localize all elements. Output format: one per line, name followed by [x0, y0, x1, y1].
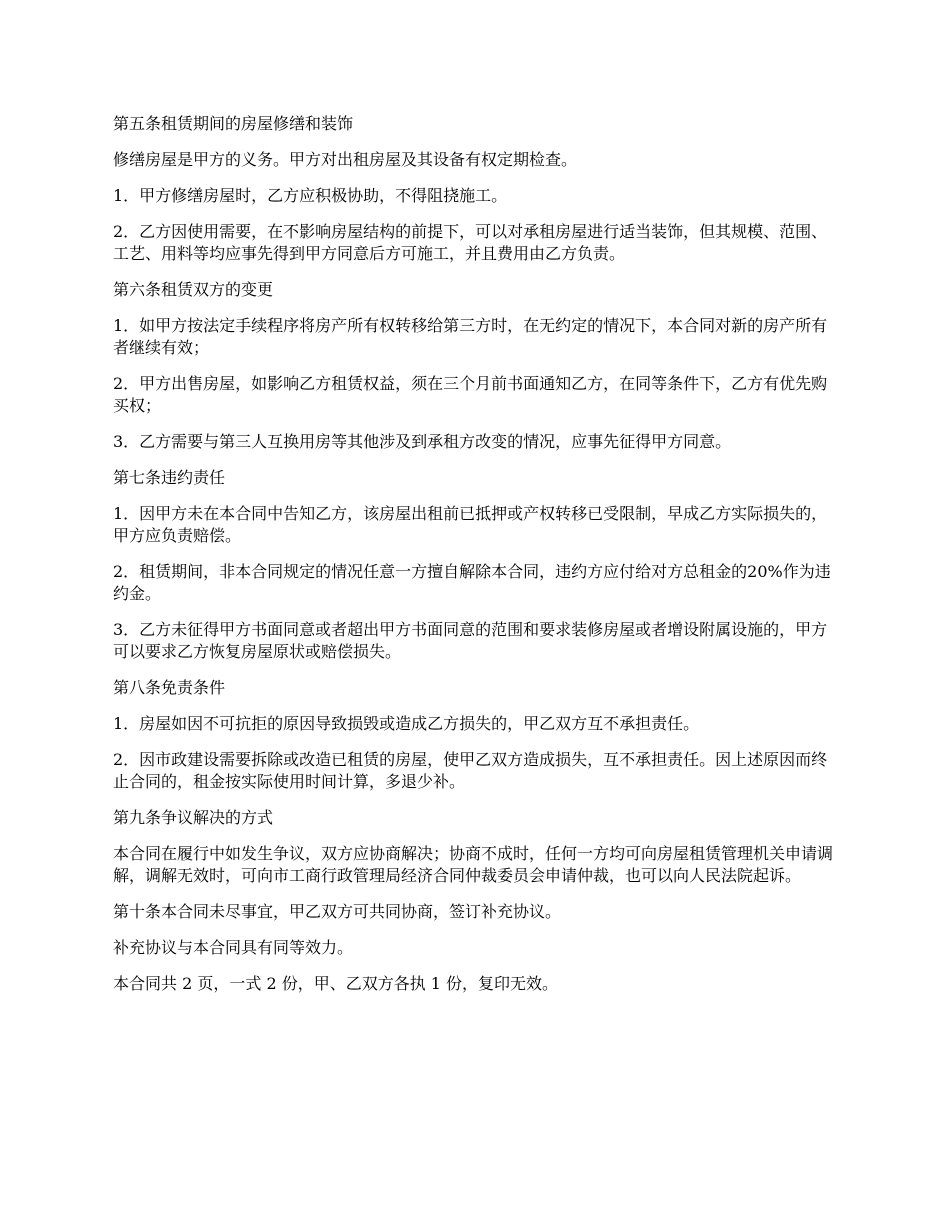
clause-item: 1．因甲方未在本合同中告知乙方，该房屋出租前已抵押或产权转移已受限制，早成乙方实际损失的，甲方应负责赔偿。: [113, 504, 828, 545]
paragraph: 修缮房屋是甲方的义务。甲方对出租房屋及其设备有权定期检查。: [113, 150, 578, 169]
heading-article-5: 第五条租赁期间的房屋修缮和装饰: [113, 114, 354, 133]
paragraph: 本合同在履行中如发生争议，双方应协商解决；协商不成时，任何一方均可向房屋租赁管理机关申请调解，调解无效时，可向市工商行政管理局经济合同仲裁委员会申请仲裁，也可以向人民法院起诉。: [113, 844, 834, 885]
clause-item: 1．房屋如因不可抗拒的原因导致损毁或造成乙方损失的，甲乙双方互不承担责任。: [113, 714, 700, 733]
heading-article-6: 第六条租赁双方的变更: [113, 280, 274, 299]
clause-item: 2．乙方因使用需要，在不影响房屋结构的前提下，可以对承租房屋进行适当装饰，但其规模、范围、工艺、用料等均应事先得到甲方同意后方可施工，并且费用由乙方负责。: [113, 222, 828, 263]
heading-article-8: 第八条免责条件: [113, 678, 226, 697]
clause-item: 2．甲方出售房屋，如影响乙方租赁权益，须在三个月前书面通知乙方，在同等条件下，乙方有优先购买权；: [113, 374, 828, 415]
clause-item: 3．乙方需要与第三人互换用房等其他涉及到承租方改变的情况，应事先征得甲方同意。: [113, 432, 732, 451]
clause-item: 1．如甲方按法定手续程序将房产所有权转移给第三方时，在无约定的情况下，本合同对新的房产所有者继续有效；: [113, 316, 828, 357]
clause-item: 2．因市政建设需要拆除或改造已租赁的房屋，使甲乙双方造成损失，互不承担责任。因上述原因而终止合同的，租金按实际使用时间计算，多退少补。: [113, 750, 828, 791]
heading-article-9: 第九条争议解决的方式: [113, 808, 274, 827]
heading-article-10: 第十条本合同未尽事宜，甲乙双方可共同协商，签订补充协议。: [113, 902, 562, 921]
heading-article-7: 第七条违约责任: [113, 468, 226, 487]
clause-item: 3．乙方未征得甲方书面同意或者超出甲方书面同意的范围和要求装修房屋或者增设附属设施的，甲方可以要求乙方恢复房屋原状或赔偿损失。: [113, 620, 828, 661]
clause-item: 1．甲方修缮房屋时，乙方应积极协助，不得阻挠施工。: [113, 186, 508, 205]
document-body: [113, 113, 843, 1009]
paragraph: 本合同共 2 页，一式 2 份，甲、乙双方各执 1 份，复印无效。: [113, 974, 559, 993]
clause-item: 2．租赁期间，非本合同规定的情况任意一方擅自解除本合同，违约方应付给对方总租金的20%作为违约金。: [113, 562, 831, 603]
paragraph: 补充协议与本合同具有同等效力。: [113, 938, 354, 957]
